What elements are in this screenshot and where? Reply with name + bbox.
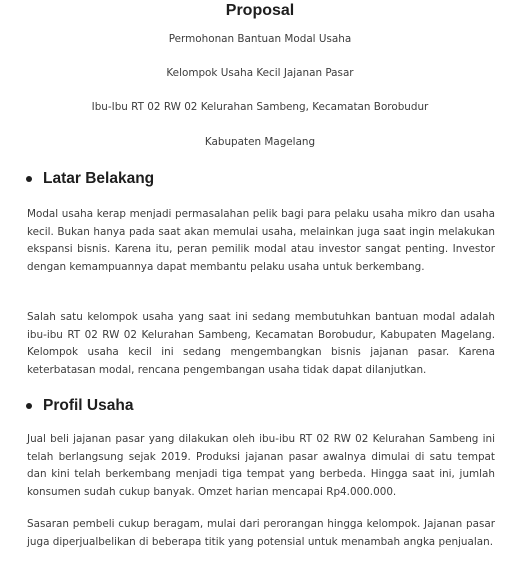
section-heading-profil-usaha — [24, 397, 133, 415]
section-heading-text: Profil Usaha — [43, 397, 134, 414]
paragraph-latar-belakang-1: Modal usaha kerap menjadi permasalahan pelik bagi para pelaku usaha mikro dan usaha kecil. Bukan hanya pada saat akan memulai usaha, melainkan juga saat ingin melakukan ekspansi bisnis. Karena itu, peran pemilik modal atau investor sangat penting. Investor dengan kemampuannya dapat membantu pelaku usaha untuk berkembang. — [27, 208, 495, 273]
subtitle-line-purpose: Permohonan Bantuan Modal Usaha — [168, 33, 352, 45]
subtitle-line-group: Kelompok Usaha Kecil Jajanan Pasar — [166, 67, 354, 79]
paragraph-profil-usaha-1: Jual beli jajanan pasar yang dilakukan oleh ibu-ibu RT 02 RW 02 Kelurahan Sambeng ini telah berlangsung sejak 2019. Produksi jajanan pasar awalnya dimulai di satu tempat dan kini telah berkembang menjadi tiga tempat yang berbeda. Hingga saat ini, jumlah konsumen sudah cukup banyak. Omzet harian mencapai Rp4.000.000. — [27, 433, 495, 498]
document-title: Proposal — [225, 2, 295, 19]
subtitle-line-regency: Kabupaten Magelang — [204, 136, 316, 148]
subtitle-line-address: Ibu-Ibu RT 02 RW 02 Kelurahan Sambeng, Kecamatan Borobudur — [91, 101, 429, 113]
paragraph-latar-belakang-2: Salah satu kelompok usaha yang saat ini sedang membutuhkan bantuan modal adalah ibu-ibu RT 02 RW 02 Kelurahan Sambeng, Kecamatan Borobudur, Kabupaten Magelang. Kelompok usaha kecil ini sedang mengembangkan bisnis jajanan pasar. Karena keterbatasan modal, rencana pengembangan usaha tidak dapat dilanjutkan. — [27, 311, 495, 376]
section-heading-text: Latar Belakang — [43, 170, 155, 187]
section-heading-latar-belakang — [24, 170, 154, 188]
bullet-icon — [26, 403, 32, 409]
paragraph-profil-usaha-2: Sasaran pembeli cukup beragam, mulai dari perorangan hingga kelompok. Jajanan pasar juga diperjualbelikan di beberapa titik yang potensial untuk menambah angka penjualan. — [27, 518, 495, 548]
bullet-icon — [26, 176, 32, 182]
